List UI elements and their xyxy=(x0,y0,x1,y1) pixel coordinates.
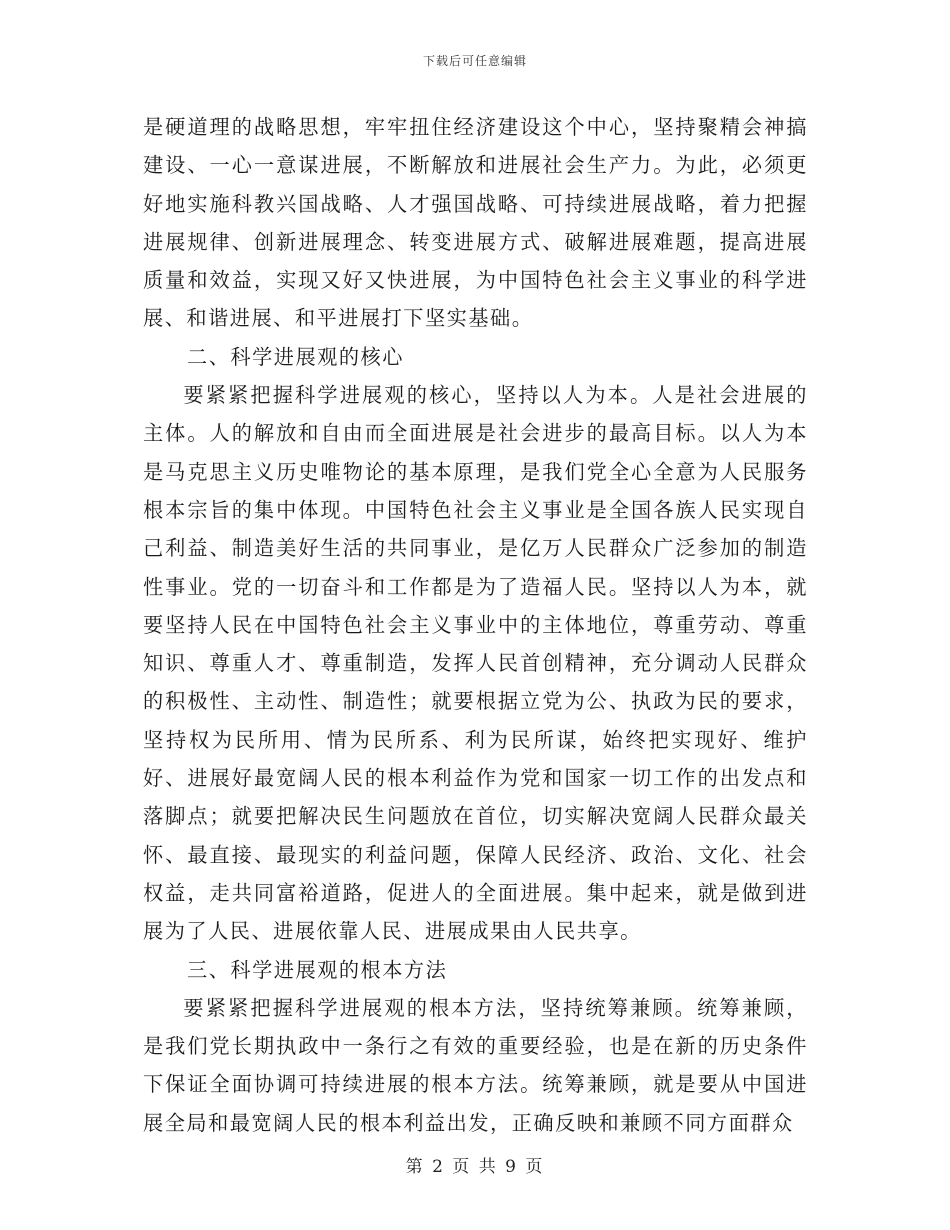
page-number-footer: 第 2 页 共 9 页 xyxy=(405,1157,545,1177)
document-body xyxy=(143,108,808,1142)
section-heading-core: 二、科学进展观的核心 xyxy=(187,344,404,369)
paragraph-method: 要紧紧把握科学进展观的根本方法，坚持统筹兼顾。统筹兼顾，是我们党长期执政中一条行之有效的重要经验，也是在新的历史条件下保证全面协调可持续进展的根本方法。统筹兼顾，就是要从中国进展全局和最宽阔人民的根本利益出发，正确反映和兼顾不同方面群众 xyxy=(143,995,808,1135)
paragraph-continuation: 是硬道理的战略思想，牢牢扭住经济建设这个中心，坚持聚精会神搞建设、一心一意谋进展，不断解放和进展社会生产力。为此，必须更好地实施科教兴国战略、人才强国战略、可持续进展战略，着力把握进展规律、创新进展理念、转变进展方式、破解进展难题，提高进展质量和效益，实现又好又快进展，为中国特色社会主义事业的科学进展、和谐进展、和平进展打下坚实基础。 xyxy=(143,115,808,331)
paragraph-core: 要紧紧把握科学进展观的核心，坚持以人为本。人是社会进展的主体。人的解放和自由而全面进展是社会进步的最高目标。以人为本是马克思主义历史唯物论的基本原理，是我们党全心全意为人民服务根本宗旨的集中体现。中国特色社会主义事业是全国各族人民实现自己利益、制造美好生活的共同事业，是亿万人民群众广泛参加的制造性事业。党的一切奋斗和工作都是为了造福人民。坚持以人为本，就要坚持人民在中国特色社会主义事业中的主体地位，尊重劳动、尊重知识、尊重人才、尊重制造，发挥人民首创精神，充分调动人民群众的积极性、主动性、制造性；就要根据立党为公、执政为民的要求，坚持权为民所用、情为民所系、利为民所谋，始终把实现好、维护好、进展好最宽阔人民的根本利益作为党和国家一切工作的出发点和落脚点；就要把解决民生问题放在首位，切实解决宽阔人民群众最关怀、最直接、最现实的利益问题，保障人民经济、政治、文化、社会权益，走共同富裕道路，促进人的全面进展。集中起来，就是做到进展为了人民、进展依靠人民、进展成果由人民共享。 xyxy=(143,383,808,944)
section-heading-method: 三、科学进展观的根本方法 xyxy=(187,957,448,982)
page-header: 下载后可任意编辑 xyxy=(422,54,527,68)
